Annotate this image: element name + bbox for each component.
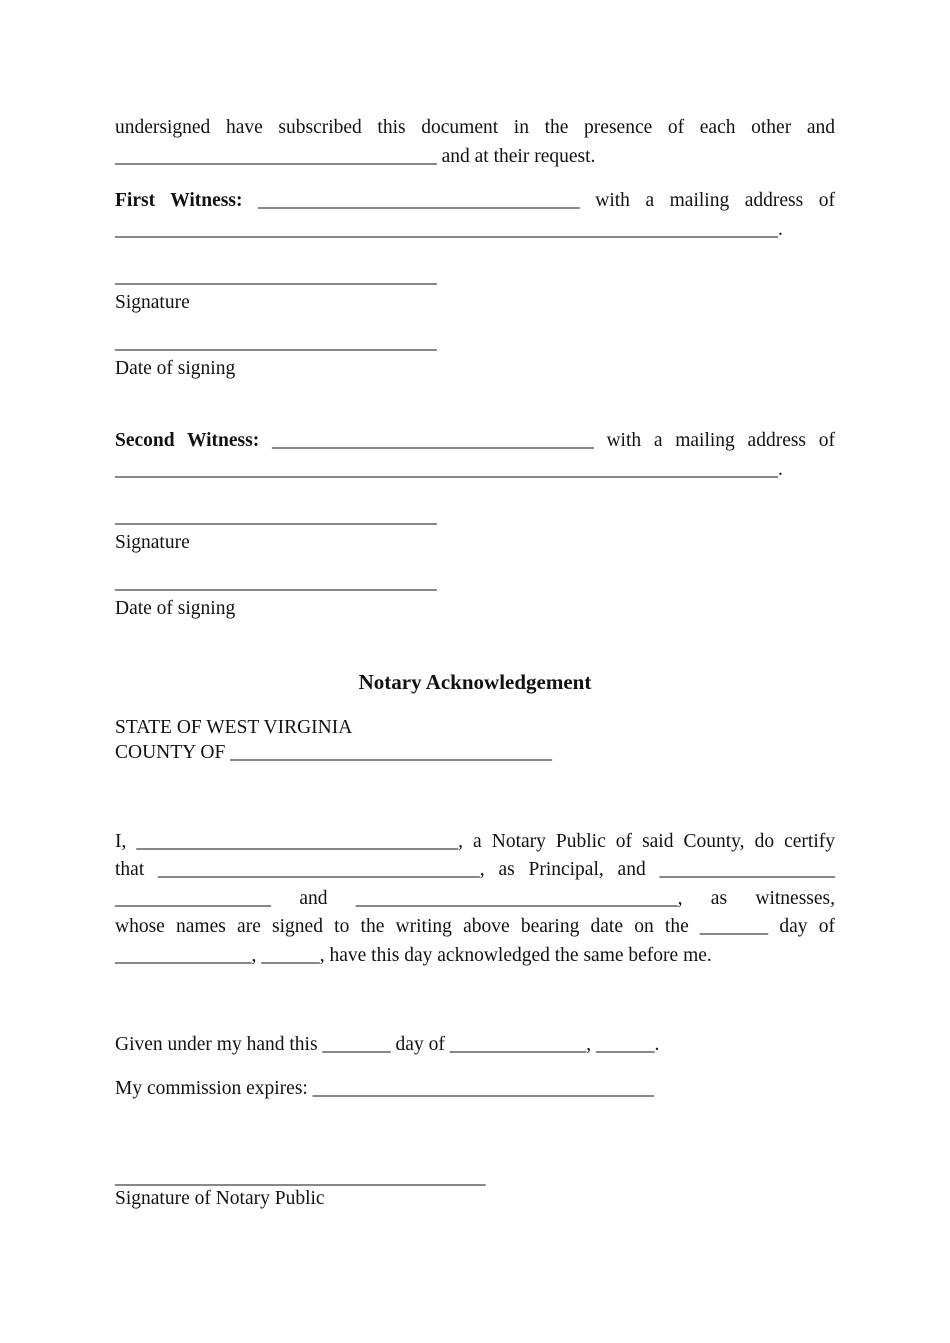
- notary-state: STATE OF WEST VIRGINIA: [115, 717, 353, 738]
- first-witness-name-address: _________________________________ with a mailing address of: [242, 190, 835, 211]
- second-witness-signature-line: _________________________________: [115, 506, 437, 527]
- second-witness-address-line: ____________________________________________________________________.: [115, 459, 783, 480]
- first-witness-line-1: [115, 189, 835, 213]
- intro-line-1: undersigned have subscribed this document in the presence of each other and: [115, 117, 835, 138]
- notary-para-line-1: I, _________________________________, a Notary Public of said County, do certify: [115, 831, 835, 852]
- notary-given-line: Given under my hand this _______ day of ______________, ______.: [115, 1034, 660, 1055]
- first-witness-date-label: Date of signing: [115, 358, 236, 379]
- intro-line-2: _________________________________ and at their request.: [115, 146, 596, 167]
- second-witness-label: Second Witness:: [115, 430, 260, 451]
- notary-para-line-2: that _________________________________, as Principal, and __________________: [115, 859, 835, 880]
- first-witness-label: First Witness:: [115, 190, 243, 211]
- second-witness-signature-label: Signature: [115, 532, 190, 553]
- notary-para-line-4: whose names are signed to the writing above bearing date on the _______ day of: [115, 916, 835, 937]
- second-witness-date-label: Date of signing: [115, 598, 236, 619]
- notary-para-line-3: ________________ and _________________________________, as witnesses,: [115, 888, 835, 909]
- second-witness-date-line: _________________________________: [115, 572, 437, 593]
- first-witness-signature-line: _________________________________: [115, 266, 437, 287]
- notary-para-line-5: ______________, ______, have this day acknowledged the same before me.: [115, 945, 712, 966]
- notary-signature-label: Signature of Notary Public: [115, 1188, 325, 1209]
- notary-county: COUNTY OF _________________________________: [115, 742, 552, 763]
- first-witness-signature-label: Signature: [115, 292, 190, 313]
- notary-title: Notary Acknowledgement: [358, 670, 592, 694]
- second-witness-line-1: [115, 429, 835, 453]
- second-witness-name-address: _________________________________ with a mailing address of: [259, 430, 835, 451]
- notary-signature-line: ______________________________________: [115, 1167, 486, 1188]
- first-witness-address-line: ____________________________________________________________________.: [115, 219, 783, 240]
- first-witness-date-line: _________________________________: [115, 332, 437, 353]
- notary-commission-line: My commission expires: ___________________________________: [115, 1078, 654, 1099]
